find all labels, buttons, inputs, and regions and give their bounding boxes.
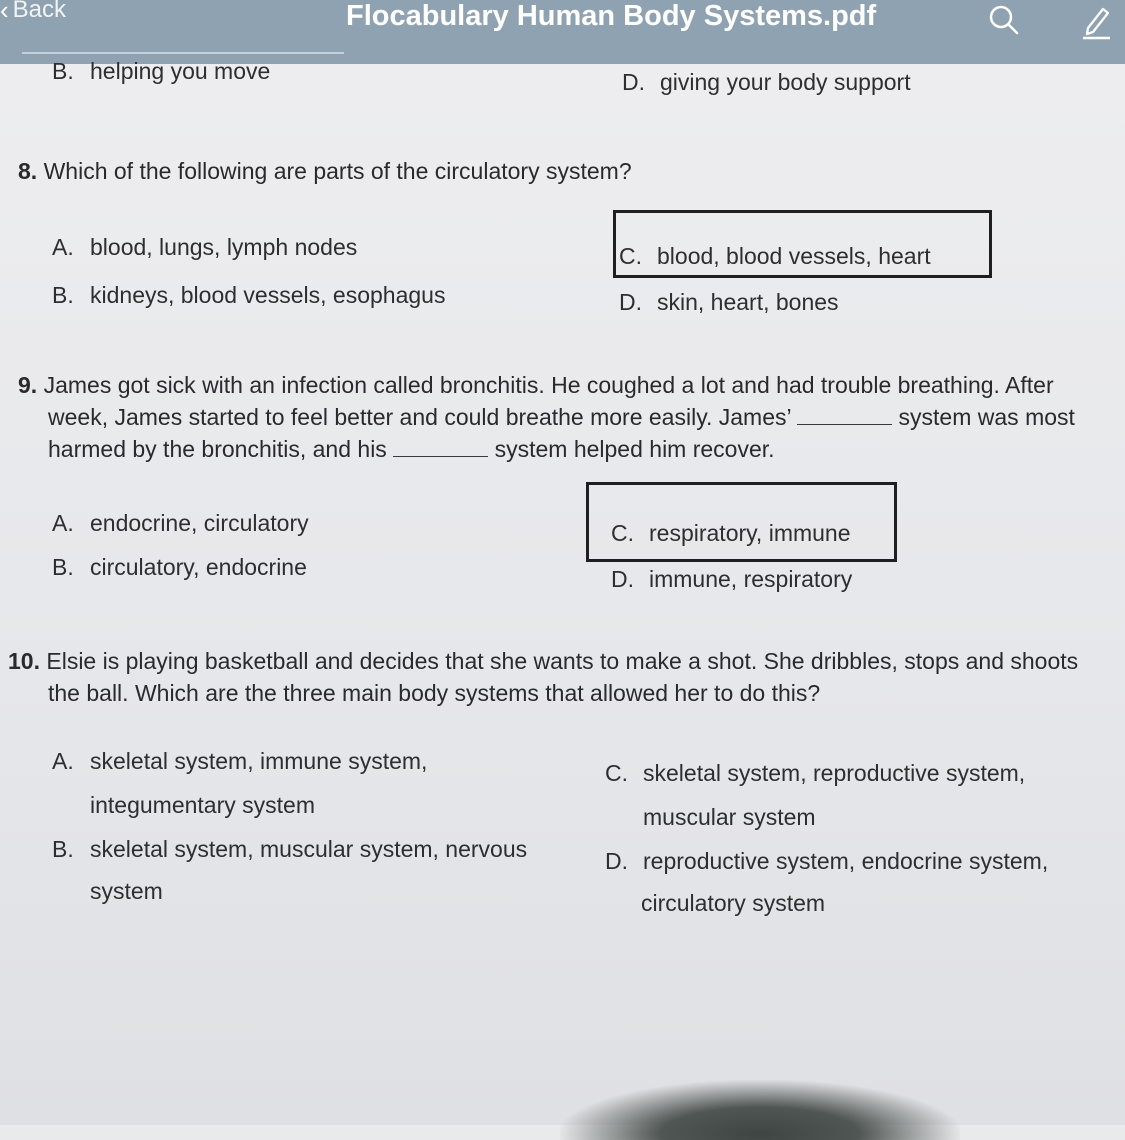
question-10-line-2	[48, 678, 820, 709]
option-text: blood, lungs, lymph nodes	[90, 234, 358, 260]
option-letter: C.	[611, 520, 634, 546]
question-9-line-2	[48, 402, 1075, 433]
option-text: skeletal system, reproductive system,	[643, 760, 1026, 786]
option-letter: D.	[611, 566, 634, 592]
option-letter: A.	[52, 234, 74, 260]
photo-shadow	[560, 1080, 960, 1140]
pdf-page	[0, 58, 1125, 1125]
q10-option-a-cont	[90, 790, 315, 820]
q10-option-a	[52, 746, 427, 776]
option-text: helping you move	[90, 58, 271, 84]
option-text: system	[90, 878, 163, 904]
option-text: skeletal system, muscular system, nervous	[90, 836, 528, 862]
question-text-line: system was most	[898, 404, 1075, 430]
option-text: skeletal system, immune system,	[90, 748, 428, 774]
q8-option-d	[619, 287, 839, 317]
option-text: circulatory, endocrine	[90, 554, 307, 580]
option-letter: D.	[605, 848, 628, 874]
question-text-line: system helped him recover.	[494, 436, 775, 462]
q8-option-c	[619, 241, 931, 271]
q10-option-b	[52, 834, 527, 864]
document-title: Flocabulary Human Body Systems.pdf	[346, 0, 877, 32]
search-icon[interactable]	[988, 4, 1020, 36]
question-text-line: James got sick with an infection called bronchitis. He coughed a lot and had trouble breathing. After	[43, 372, 1054, 398]
option-text: respiratory, immune	[649, 520, 851, 546]
q9-option-d	[611, 564, 852, 594]
q9-option-c	[611, 518, 851, 548]
option-letter: D.	[619, 289, 642, 315]
back-button[interactable]	[0, 0, 66, 30]
q10-option-c	[605, 758, 1025, 788]
q9-option-b	[52, 552, 307, 582]
option-text: muscular system	[643, 804, 816, 830]
question-text-line: Elsie is playing basketball and decides that she wants to make a shot. She dribbles, stops and shoots	[46, 648, 1079, 674]
question-number: 10.	[8, 648, 40, 674]
pen-icon[interactable]	[1079, 4, 1113, 40]
option-text: endocrine, circulatory	[90, 510, 309, 536]
top-bar	[0, 0, 1125, 64]
question-8	[18, 156, 632, 187]
question-10	[8, 646, 1078, 677]
option-text: kidneys, blood vessels, esophagus	[90, 282, 446, 308]
option-letter: B.	[52, 58, 74, 84]
option-text: skin, heart, bones	[657, 289, 839, 315]
question-9	[18, 370, 1054, 401]
q8-option-b	[52, 280, 445, 310]
q7-option-d	[622, 67, 911, 97]
q7-option-b	[52, 56, 270, 86]
option-text: circulatory system	[641, 890, 826, 916]
q9-option-a	[52, 508, 309, 538]
q10-option-d	[605, 846, 1048, 876]
question-text-line: harmed by the bronchitis, and his	[48, 436, 387, 462]
option-text: reproductive system, endocrine system,	[643, 848, 1049, 874]
q10-option-d-cont	[641, 888, 825, 918]
title-underline	[22, 52, 344, 54]
option-letter: B.	[52, 282, 74, 308]
answer-blank	[797, 404, 892, 425]
answer-blank	[393, 436, 488, 457]
option-letter: C.	[605, 760, 628, 786]
question-text-line: the ball. Which are the three main body systems that allowed her to do this?	[48, 680, 821, 706]
back-label: Back	[12, 0, 67, 23]
question-9-line-3	[48, 434, 775, 465]
question-number: 9.	[18, 372, 38, 398]
q10-option-c-cont	[643, 802, 816, 832]
question-number: 8.	[18, 158, 38, 184]
q8-option-a	[52, 232, 357, 262]
chevron-left-icon: ‹	[0, 0, 9, 25]
option-letter: A.	[52, 510, 74, 536]
option-text: integumentary system	[90, 792, 315, 818]
option-letter: A.	[52, 748, 74, 774]
option-letter: B.	[52, 836, 74, 862]
option-text: immune, respiratory	[649, 566, 853, 592]
q10-option-b-cont	[90, 876, 163, 906]
option-letter: D.	[622, 69, 645, 95]
option-letter: B.	[52, 554, 74, 580]
option-text: giving your body support	[660, 69, 911, 95]
option-letter: C.	[619, 243, 642, 269]
question-text: Which of the following are parts of the circulatory system?	[43, 158, 632, 184]
question-text-line: week, James started to feel better and could breathe more easily. James’	[48, 404, 791, 430]
option-text: blood, blood vessels, heart	[657, 243, 931, 269]
